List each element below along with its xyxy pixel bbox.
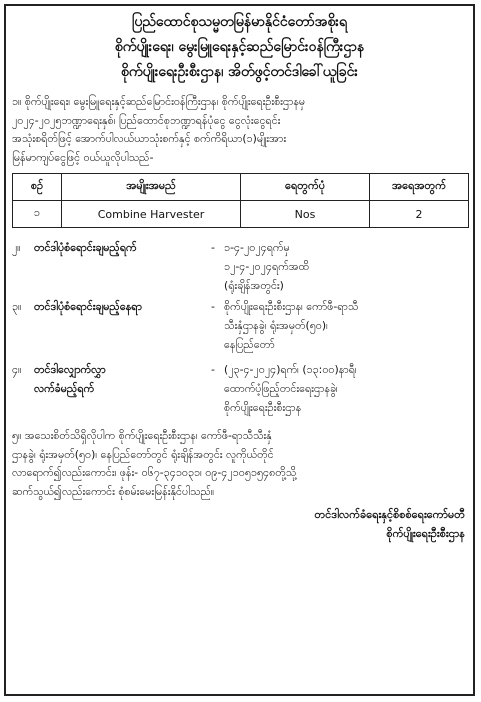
item-sale-location bbox=[6, 297, 473, 354]
item-values bbox=[224, 297, 467, 354]
item-value-line: စိုက်ပျိုးရေးဦးစီးဌာန bbox=[224, 401, 302, 414]
note-line: လာရောက်၍လည်းကောင်း၊ ဖုန်း- ၀၆၇-၃၄၁၀၃၁၊ ၀၉-၄၂၁၀၅၁၅၄၈တို့သို့ bbox=[12, 466, 297, 479]
cell-quantity: 2 bbox=[370, 201, 469, 228]
item-number: ၃။ bbox=[12, 300, 22, 313]
cell-item: Combine Harvester bbox=[62, 201, 241, 228]
item-dash: - bbox=[211, 363, 215, 376]
header-line-1: ပြည်ထောင်စုသမ္မတမြန်မာနိုင်ငံတော်အစိုးရ bbox=[132, 14, 347, 30]
item-value-line: (၂၃-၄-၂၀၂၄)ရက်၊ (၁၃:၀၀)နာရီ၊ bbox=[224, 363, 357, 376]
item-values bbox=[224, 360, 467, 417]
item-label-line: တင်ဒါလျှောက်လွှာ bbox=[34, 363, 106, 376]
table-row bbox=[13, 201, 469, 228]
item-values bbox=[224, 238, 467, 295]
item-label bbox=[34, 360, 202, 417]
note-line: ၅။ အသေးစိတ်သိရှိလိုပါက စိုက်ပျိုးရေးဦးစီးဌာန၊ ကော်ဖီ-ရာသီသီးနှံ bbox=[12, 429, 272, 442]
note-paragraph bbox=[6, 427, 473, 501]
item-number: ၂။ bbox=[12, 241, 21, 254]
item-value-line: နေပြည်တော် bbox=[224, 338, 275, 351]
intro-paragraph bbox=[6, 93, 473, 167]
intro-line: ၂၀၂၄-၂၀၂၅ဘဏ္ဍာရေးနှစ်၊ ပြည်ထောင်စုဘဏ္ဍာရန်ပုံငွေ ငွေလုံးငွေရင်း bbox=[12, 113, 281, 127]
signature-line-2: စိုက်ပျိုးရေးဦးစီးဌာန bbox=[386, 527, 465, 540]
item-dash: - bbox=[211, 241, 215, 254]
notice-header bbox=[6, 10, 473, 85]
intro-line: ၁။ စိုက်ပျိုးရေး၊ မွေးမြူရေးနှင့်ဆည်မြောင်းဝန်ကြီးဌာန၊ စိုက်ပျိုးရေးဦးစီးဌာနမှ bbox=[12, 95, 306, 108]
item-value-line: ထောက်ပံ့ဖြည့်တင်းရေးဌာနခွဲ၊ bbox=[224, 382, 338, 395]
item-value-line: ၁၂-၄-၂၀၂၄ရက်အထိ bbox=[224, 260, 310, 273]
table-header-row bbox=[13, 174, 469, 201]
item-label: တင်ဒါပုံစံရောင်းချမည့်နေရာ bbox=[34, 300, 142, 313]
item-value-line: သီးနှံဌာနခွဲ၊ ရုံးအမှတ်(၅၀)၊ bbox=[224, 319, 328, 332]
item-number: ၄။ bbox=[12, 363, 22, 376]
intro-line: မြန်မာကျပ်ငွေဖြင့် ဝယ်ယူလိုပါသည်- bbox=[12, 150, 154, 164]
note-line: ဆက်သွယ်၍လည်းကောင်း စုံစမ်းမေးမြန်းနိုင်ပါသည်။ bbox=[12, 484, 215, 498]
item-value-line: စိုက်ပျိုးရေးဦးစီးဌာန၊ ကော်ဖီ-ရာသီ bbox=[224, 300, 359, 313]
item-label-line: လက်ခံမည့်ရက် bbox=[34, 382, 95, 395]
intro-line: အသုံးစရိတ်ဖြင့် အောက်ပါလယ်ယာသုံးစက်နှင့် စက်ကိရိယာ(၁)မျိုးအား bbox=[12, 132, 287, 145]
item-label: တင်ဒါပုံစံရောင်းချမည့်ရက် bbox=[34, 241, 137, 254]
cell-no: ၁ bbox=[13, 201, 62, 228]
items-table bbox=[12, 173, 469, 228]
header-line-2: စိုက်ပျိုးရေး၊ မွေးမြူရေးနှင့်ဆည်မြောင်းဝန်ကြီးဌာန bbox=[114, 39, 365, 55]
note-line: ဌာနခွဲ၊ ရုံးအမှတ်(၅၀)၊ နေပြည်တော်တွင် ရုံးချိန်အတွင်း လူကိုယ်တိုင် bbox=[12, 447, 274, 461]
item-submission-date bbox=[6, 360, 473, 417]
signature-block bbox=[6, 505, 473, 543]
col-header-unit: ရေတွက်ပုံ bbox=[241, 174, 370, 201]
item-sale-dates bbox=[6, 238, 473, 295]
col-header-quantity: အရေအတွက် bbox=[370, 174, 469, 201]
item-dash: - bbox=[211, 300, 215, 313]
item-value-line: ၁-၄-၂၀၂၄ရက်မှ bbox=[224, 241, 290, 254]
item-value-line: (ရုံးချိန်အတွင်း) bbox=[224, 279, 284, 292]
header-line-3: စိုက်ပျိုးရေးဦးစီးဌာန၊ အိတ်ဖွင့်တင်ဒါခေါ်ယူခြင်း bbox=[121, 64, 358, 80]
col-header-item: အမျိုးအမည် bbox=[62, 174, 241, 201]
signature-line-1: တင်ဒါလက်ခံရေးနှင့်စိစစ်ရေးကော်မတီ bbox=[314, 508, 465, 521]
cell-unit: Nos bbox=[241, 201, 370, 228]
col-header-no: စဉ် bbox=[13, 174, 62, 201]
notice-frame bbox=[4, 4, 475, 696]
